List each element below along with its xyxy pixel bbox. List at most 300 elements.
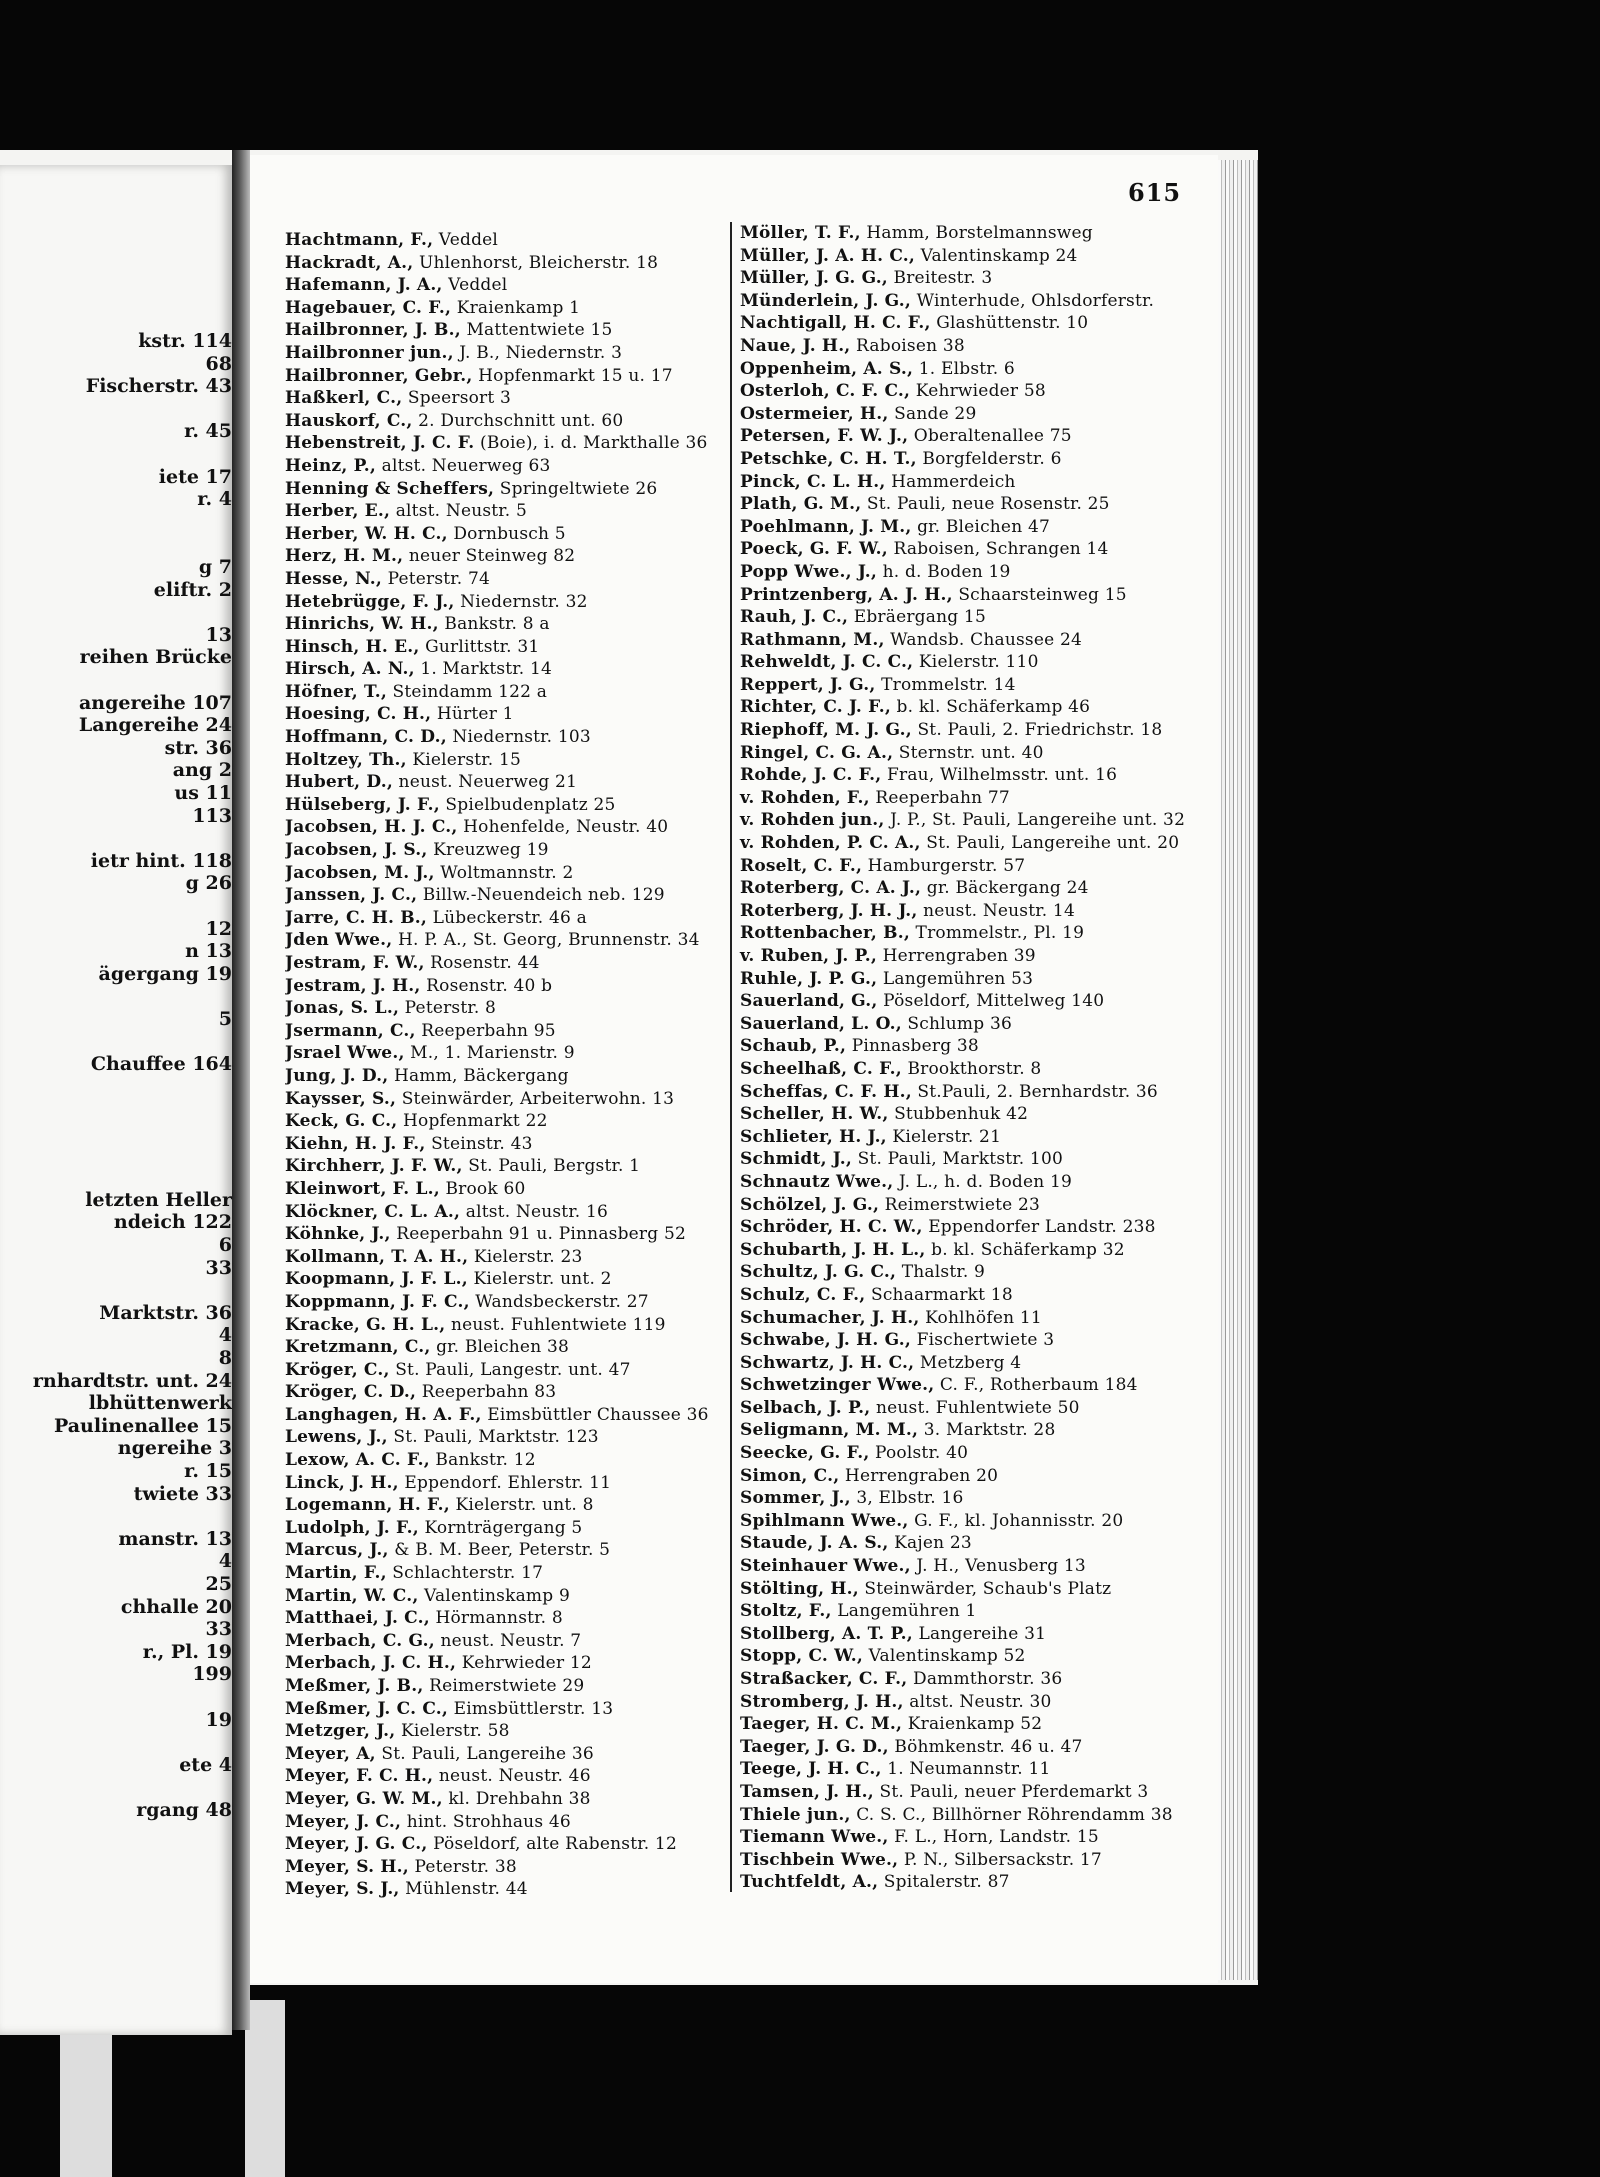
- left-page-line: 4: [218, 1324, 232, 1347]
- entry-name: Rathmann, M.,: [740, 629, 885, 650]
- entry-name: Herber, E.,: [285, 501, 391, 522]
- directory-entry: [285, 862, 735, 885]
- directory-entry: [285, 839, 735, 862]
- entry-name: Martin, F.,: [285, 1563, 387, 1584]
- directory-entry: [285, 1765, 735, 1788]
- entry-address: altst. Neustr. 5: [390, 501, 527, 522]
- entry-address: Borgfelderstr. 6: [916, 448, 1062, 469]
- entry-name: Kollmann, T. A. H.,: [285, 1246, 469, 1267]
- entry-address: Rosenstr. 40 b: [420, 975, 553, 996]
- film-strip-mark-2: [245, 2000, 285, 2177]
- left-page-line: 25: [205, 1573, 232, 1595]
- entry-name: Kiehn, H. J. F.,: [285, 1133, 426, 1154]
- entry-address: 3. Marktstr. 28: [918, 1420, 1056, 1441]
- directory-entry: [736, 1307, 1206, 1330]
- entry-address: Schlump 36: [901, 1013, 1012, 1034]
- entry-name: Hackradt, A.,: [285, 252, 414, 273]
- directory-entry: [285, 997, 735, 1020]
- left-page-line: str. 36: [164, 736, 232, 759]
- entry-name: Scheffas, C. F. H.,: [740, 1081, 912, 1102]
- entry-name: Meßmer, J. B.,: [285, 1676, 424, 1696]
- directory-entry: [285, 1878, 735, 1901]
- entry-address: C. F., Rotherbaum 184: [934, 1375, 1138, 1396]
- left-page-line: Marktstr. 36: [99, 1301, 232, 1324]
- entry-name: Rauh, J. C.,: [740, 607, 849, 628]
- entry-name: Schölzel, J. G.,: [740, 1194, 880, 1215]
- entry-name: Ostermeier, H.,: [740, 403, 889, 424]
- entry-address: St. Pauli, neuer Pferdemarkt 3: [873, 1781, 1149, 1802]
- entry-name: Herber, W. H. C.,: [285, 523, 448, 544]
- entry-address: Reeperbahn 95: [415, 1020, 556, 1041]
- entry-address: Schaarsteinweg 15: [952, 584, 1127, 605]
- left-page-line: ete 4: [179, 1753, 232, 1776]
- entry-name: Hagebauer, C. F.,: [285, 297, 452, 318]
- left-page-line: ngereihe 3: [117, 1437, 232, 1460]
- entry-address: Hamm, Borstelmannsweg: [860, 223, 1093, 243]
- directory-entry: [285, 681, 735, 704]
- directory-entry: [285, 816, 735, 839]
- entry-name: Haßkerl, C.,: [285, 388, 403, 409]
- entry-name: Hoesing, C. H.,: [285, 704, 432, 725]
- entry-address: Schaarmarkt 18: [865, 1284, 1013, 1305]
- entry-name: Scheelhaß, C. F.,: [740, 1058, 902, 1079]
- entry-address: Metzberg 4: [914, 1352, 1022, 1373]
- entry-name: Tischbein Wwe.,: [740, 1849, 899, 1870]
- entry-name: v. Rohden, F.,: [740, 787, 870, 808]
- left-page-line: letzten Heller: [85, 1188, 232, 1211]
- entry-address: Mattentwiete 15: [460, 320, 613, 341]
- left-page-line: twiete 33: [133, 1482, 232, 1505]
- directory-entry: [736, 1284, 1206, 1307]
- entry-address: Dornbusch 5: [447, 523, 566, 544]
- entry-name: Schnautz Wwe.,: [740, 1171, 894, 1192]
- directory-entry: [285, 1833, 735, 1856]
- entry-address: neust. Neustr. 46: [433, 1766, 591, 1787]
- left-page-line: Fischerstr. 43: [85, 375, 232, 398]
- entry-address: J. L., h. d. Boden 19: [893, 1171, 1073, 1192]
- entry-address: Kraienkamp 1: [451, 297, 581, 318]
- entry-name: Kröger, C. D.,: [285, 1382, 417, 1403]
- left-page-line: ietr hint. 118: [90, 849, 232, 872]
- directory-entry: [285, 229, 735, 252]
- directory-entry: [285, 975, 735, 998]
- left-page-line: Paulinenallee 15: [53, 1414, 232, 1437]
- entry-name: Oppenheim, A. S.,: [740, 358, 914, 379]
- entry-name: Poeck, G. F. W.,: [740, 539, 888, 560]
- entry-address: Hörmannstr. 8: [429, 1608, 563, 1629]
- entry-address: St. Pauli, Langereihe 36: [375, 1743, 594, 1764]
- entry-name: Marcus, J.,: [285, 1540, 389, 1561]
- entry-name: Koppmann, J. F. C.,: [285, 1291, 470, 1312]
- directory-entry: [736, 584, 1206, 607]
- directory-entry: [285, 1652, 735, 1675]
- directory-entry: [285, 1404, 735, 1427]
- directory-entry: [736, 1081, 1206, 1104]
- entry-name: Schwabe, J. H. G.,: [740, 1330, 911, 1351]
- entry-address: Dammthorstr. 36: [907, 1669, 1063, 1689]
- entry-address: Hürter 1: [431, 704, 514, 725]
- entry-address: Raboisen 38: [850, 335, 965, 356]
- entry-address: Poolstr. 40: [869, 1443, 969, 1464]
- entry-name: Henning & Scheffers,: [285, 478, 495, 499]
- entry-name: Schumacher, J. H.,: [740, 1307, 920, 1328]
- directory-entry: [736, 358, 1206, 381]
- entry-address: Sande 29: [888, 403, 977, 424]
- entry-address: Kohlhöfen 11: [919, 1307, 1042, 1328]
- entry-address: b. kl. Schäferkamp 32: [925, 1239, 1125, 1260]
- entry-name: Hoffmann, C. D.,: [285, 727, 447, 748]
- left-page-line: 33: [205, 1256, 232, 1279]
- directory-entry: [285, 1065, 735, 1088]
- entry-address: Kielerstr. unt. 8: [449, 1495, 594, 1516]
- entry-address: Uhlenhorst, Bleicherstr. 18: [413, 252, 659, 273]
- entry-address: Hamm, Bäckergang: [388, 1065, 569, 1086]
- left-page-line: Langereihe 24: [78, 714, 232, 737]
- entry-address: gr. Bleichen 47: [911, 516, 1050, 537]
- directory-entry: [285, 1359, 735, 1382]
- directory-entry: [736, 629, 1206, 652]
- entry-name: Kirchherr, J. F. W.,: [285, 1156, 463, 1177]
- directory-entry: [285, 1856, 735, 1879]
- directory-entry: [736, 1397, 1206, 1420]
- directory-entry: [736, 1261, 1206, 1284]
- directory-entry: [285, 1788, 735, 1811]
- entry-name: Schubarth, J. H. L.,: [740, 1239, 926, 1260]
- directory-entry: [736, 1013, 1206, 1036]
- entry-address: kl. Drehbahn 38: [442, 1788, 591, 1809]
- directory-entry: [285, 1201, 735, 1224]
- directory-entry: [285, 455, 735, 478]
- entry-name: Jarre, C. H. B.,: [285, 907, 427, 928]
- entry-address: St. Pauli, Langestr. unt. 47: [389, 1359, 631, 1380]
- entry-name: Logemann, H. F.,: [285, 1495, 450, 1516]
- directory-entry: [285, 1155, 735, 1178]
- directory-entry: [736, 1216, 1206, 1239]
- entry-name: Kleinwort, F. L.,: [285, 1178, 440, 1199]
- entry-name: Scheller, H. W.,: [740, 1104, 889, 1125]
- entry-name: Schlieter, H. J.,: [740, 1126, 887, 1147]
- directory-entry: [736, 900, 1206, 923]
- directory-entry: [285, 1110, 735, 1133]
- directory-entry: [736, 922, 1206, 945]
- entry-address: Veddel: [433, 230, 499, 250]
- entry-address: altst. Neuerweg 63: [376, 455, 551, 476]
- directory-entry: [285, 794, 735, 817]
- black-border-right: [1258, 0, 1600, 2177]
- entry-address: 1. Marktstr. 14: [414, 659, 553, 680]
- entry-name: Taeger, H. C. M.,: [740, 1714, 903, 1735]
- left-page-line: angereihe 107: [79, 691, 232, 714]
- directory-entry: [285, 319, 735, 342]
- directory-entry: [736, 1578, 1206, 1601]
- directory-entry: [736, 267, 1206, 290]
- entry-name: Lewens, J.,: [285, 1427, 388, 1448]
- entry-address: Kehrwieder 12: [456, 1653, 592, 1674]
- directory-entry: [736, 1532, 1206, 1555]
- directory-entry: [736, 1713, 1206, 1736]
- entry-address: Peterstr. 74: [381, 568, 490, 589]
- entry-address: F. L., Horn, Landstr. 15: [888, 1827, 1099, 1848]
- directory-entry: [736, 968, 1206, 991]
- entry-address: Brook 60: [439, 1178, 526, 1199]
- directory-entry: [285, 1314, 735, 1337]
- entry-name: Seligmann, M. M.,: [740, 1420, 919, 1441]
- directory-entry: [736, 1058, 1206, 1081]
- directory-entry: [285, 1494, 735, 1517]
- entry-name: Ringel, C. G. A.,: [740, 742, 894, 763]
- directory-entry: [285, 432, 735, 455]
- entry-name: Tuchtfeldt, A.,: [740, 1872, 879, 1893]
- page-number: 615: [1128, 178, 1182, 207]
- directory-entry: [736, 538, 1206, 561]
- left-page-line: us 11: [174, 782, 232, 804]
- directory-entry: [736, 1352, 1206, 1375]
- entry-name: Roterberg, C. A. J.,: [740, 878, 922, 899]
- entry-address: Gurlittstr. 31: [419, 636, 540, 657]
- entry-name: Jung, J. D.,: [285, 1065, 389, 1086]
- directory-entry: [736, 1035, 1206, 1058]
- directory-entry: [736, 1736, 1206, 1759]
- directory-entry: [285, 1743, 735, 1766]
- entry-address: J. P., St. Pauli, Langereihe unt. 32: [884, 810, 1186, 831]
- entry-address: Hamburgerstr. 57: [862, 855, 1026, 876]
- entry-name: Schmidt, J.,: [740, 1149, 852, 1170]
- directory-entry: [285, 1246, 735, 1269]
- directory-entry: [736, 516, 1206, 539]
- entry-name: Linck, J. H.,: [285, 1472, 399, 1493]
- entry-name: Simon, C.,: [740, 1465, 840, 1486]
- directory-entry: [285, 952, 735, 975]
- directory-entry: [736, 1555, 1206, 1578]
- entry-address: H. P. A., St. Georg, Brunnenstr. 34: [392, 930, 700, 951]
- entry-address: neust. Fuhlentwiete 119: [445, 1314, 666, 1335]
- left-page-line: iete 17: [158, 465, 232, 488]
- directory-entry: [285, 1585, 735, 1608]
- left-page-line: Chauffee 164: [90, 1053, 232, 1076]
- entry-name: Teege, J. H. C.,: [740, 1759, 882, 1780]
- directory-entry: [736, 1194, 1206, 1217]
- entry-address: Eimsbüttler Chaussee 36: [481, 1404, 709, 1425]
- entry-address: Peterstr. 8: [399, 998, 497, 1019]
- entry-name: Hinsch, H. E.,: [285, 636, 420, 657]
- entry-name: Meyer, S. J.,: [285, 1879, 400, 1900]
- entry-address: Valentinskamp 9: [418, 1585, 570, 1606]
- entry-address: Steindamm 122 a: [386, 681, 548, 702]
- directory-entry: [736, 1645, 1206, 1668]
- entry-address: Reimerstwiete 23: [879, 1194, 1041, 1215]
- directory-entry: [285, 726, 735, 749]
- left-page-line: g 26: [185, 872, 232, 895]
- entry-address: Steinwärder, Arbeiterwohn. 13: [396, 1088, 675, 1109]
- directory-entry: [736, 1691, 1206, 1714]
- directory-entry: [736, 1465, 1206, 1488]
- entry-name: Richter, C. J. F.,: [740, 697, 891, 718]
- left-page-line: 4: [218, 1550, 232, 1573]
- entry-name: Jacobsen, M. J.,: [285, 862, 435, 883]
- entry-address: Pöseldorf, alte Rabenstr. 12: [427, 1834, 677, 1855]
- entry-name: Popp Wwe., J.,: [740, 561, 878, 582]
- directory-entry: [285, 387, 735, 410]
- entry-name: Selbach, J. P.,: [740, 1397, 871, 1418]
- entry-address: Stubbenhuk 42: [888, 1104, 1029, 1125]
- entry-name: Roselt, C. F.,: [740, 855, 863, 876]
- entry-address: Kajen 23: [888, 1533, 972, 1554]
- entry-address: Hammerdeich: [885, 471, 1016, 492]
- directory-entry: [736, 425, 1206, 448]
- directory-entry: [285, 929, 735, 952]
- directory-entry: [736, 1804, 1206, 1827]
- entry-name: Müller, J. A. H. C.,: [740, 245, 916, 266]
- entry-address: Glashüttenstr. 10: [930, 313, 1089, 334]
- directory-entry: [285, 568, 735, 591]
- directory-entry: [736, 719, 1206, 742]
- entry-address: b. kl. Schäferkamp 46: [890, 697, 1091, 718]
- entry-address: Brookthorstr. 8: [901, 1058, 1042, 1079]
- entry-name: Nachtigall, H. C. F.,: [740, 313, 931, 334]
- left-page-line: 19: [205, 1708, 232, 1731]
- left-page-line: 33: [205, 1618, 232, 1641]
- directory-entry: [285, 478, 735, 501]
- directory-entry: [736, 403, 1206, 426]
- entry-name: Müller, J. G. G.,: [740, 268, 888, 289]
- left-page-line: r. 15: [184, 1460, 232, 1482]
- directory-entry: [285, 1720, 735, 1743]
- entry-name: Münderlein, J. G.,: [740, 290, 912, 311]
- directory-entry: [736, 1126, 1206, 1149]
- directory-entry: [285, 545, 735, 568]
- directory-entry: [285, 365, 735, 388]
- entry-address: Sternstr. unt. 40: [893, 742, 1044, 763]
- entry-address: St. Pauli, Marktstr. 123: [387, 1427, 599, 1448]
- entry-name: Hailbronner, Gebr.,: [285, 365, 473, 386]
- entry-name: Petersen, F. W. J.,: [740, 426, 909, 447]
- directory-entry: [285, 1811, 735, 1834]
- directory-entry: [285, 1675, 735, 1698]
- entry-address: Springeltwiete 26: [494, 478, 658, 499]
- directory-entry: [285, 500, 735, 523]
- entry-address: Fischertwiete 3: [911, 1330, 1055, 1351]
- entry-address: neust. Fuhlentwiete 50: [870, 1397, 1080, 1418]
- entry-address: St. Pauli, Bergstr. 1: [462, 1156, 641, 1177]
- entry-name: Meyer, J. C.,: [285, 1811, 402, 1832]
- entry-name: Herz, H. M.,: [285, 546, 404, 567]
- left-page-line: 68: [205, 352, 232, 375]
- entry-address: Winterhude, Ohlsdorferstr.: [911, 290, 1155, 311]
- entry-name: v. Rohden jun.,: [740, 810, 885, 831]
- directory-entry: [736, 1419, 1206, 1442]
- entry-name: Hebenstreit, J. C. F.: [285, 433, 475, 454]
- entry-address: altst. Neustr. 16: [460, 1201, 609, 1222]
- entry-name: Naue, J. H.,: [740, 335, 851, 356]
- directory-entry: [285, 907, 735, 930]
- entry-address: Kraienkamp 52: [902, 1714, 1043, 1735]
- entry-name: Hülseberg, J. F.,: [285, 794, 440, 815]
- directory-entry: [736, 809, 1206, 832]
- directory-entry: [736, 787, 1206, 810]
- directory-entry: [736, 1239, 1206, 1262]
- entry-address: Hopfenmarkt 15 u. 17: [472, 365, 673, 386]
- entry-name: Roterberg, J. H. J.,: [740, 900, 918, 921]
- directory-entry: [736, 1487, 1206, 1510]
- entry-name: Heinz, P.,: [285, 455, 376, 476]
- directory-entry: [736, 1148, 1206, 1171]
- entry-address: Langemühren 1: [831, 1601, 977, 1622]
- entry-name: Schwartz, J. H. C.,: [740, 1352, 915, 1373]
- directory-entry: [285, 1088, 735, 1111]
- entry-name: Kracke, G. H. L.,: [285, 1314, 446, 1335]
- entry-address: G. F., kl. Johannisstr. 20: [908, 1510, 1124, 1531]
- directory-entry: [285, 274, 735, 297]
- directory-entry: [736, 1668, 1206, 1691]
- directory-entry: [285, 749, 735, 772]
- entry-name: Jestram, J. H.,: [285, 975, 421, 996]
- directory-entry: [285, 771, 735, 794]
- entry-name: Tamsen, J. H.,: [740, 1781, 874, 1802]
- directory-entry: [736, 1171, 1206, 1194]
- entry-address: P. N., Silbersackstr. 17: [898, 1849, 1102, 1870]
- entry-address: St. Pauli, Marktstr. 100: [851, 1149, 1063, 1170]
- entry-name: Poehlmann, J. M.,: [740, 516, 912, 537]
- entry-name: Jsermann, C.,: [285, 1020, 416, 1041]
- directory-entry: [736, 742, 1206, 765]
- entry-name: Möller, T. F.,: [740, 223, 861, 243]
- entry-name: Ludolph, J. F.,: [285, 1517, 419, 1538]
- entry-name: Meyer, G. W. M.,: [285, 1788, 443, 1809]
- entry-name: Merbach, J. C. H.,: [285, 1653, 457, 1674]
- entry-address: Breitestr. 3: [887, 268, 993, 289]
- entry-name: Hirsch, A. N.,: [285, 659, 415, 680]
- entry-name: Keck, G. C.,: [285, 1111, 398, 1132]
- entry-address: (Boie), i. d. Markthalle 36: [474, 433, 708, 454]
- entry-address: Herrengraben 20: [839, 1465, 999, 1486]
- directory-entry: [736, 855, 1206, 878]
- entry-address: Reimerstwiete 29: [423, 1676, 585, 1696]
- entry-address: Schlachterstr. 17: [386, 1563, 544, 1584]
- entry-address: Eimsbüttlerstr. 13: [448, 1698, 614, 1719]
- entry-address: Kehrwieder 58: [910, 381, 1046, 402]
- entry-address: Spielbudenplatz 25: [439, 794, 616, 815]
- entry-name: Jacobsen, H. J. C.,: [285, 817, 458, 838]
- directory-entry: [736, 764, 1206, 787]
- entry-name: Hetebrügge, F. J.,: [285, 591, 455, 612]
- directory-entry: [285, 1539, 735, 1562]
- entry-name: Schultz, J. G. C.,: [740, 1262, 897, 1283]
- directory-entry: [285, 1562, 735, 1585]
- directory-entry: [285, 658, 735, 681]
- directory-entry: [736, 651, 1206, 674]
- directory-entry: [285, 1268, 735, 1291]
- entry-name: Rottenbacher, B.,: [740, 923, 910, 944]
- entry-name: Jacobsen, J. S.,: [285, 840, 428, 861]
- entry-address: Hohenfelde, Neustr. 40: [457, 817, 669, 838]
- directory-entry: [285, 1472, 735, 1495]
- entry-address: altst. Neustr. 30: [903, 1691, 1052, 1712]
- entry-address: gr. Bleichen 38: [430, 1337, 569, 1358]
- entry-address: Peterstr. 38: [408, 1856, 517, 1877]
- directory-entry: [285, 523, 735, 546]
- left-page-line: chhalle 20: [120, 1595, 232, 1618]
- entry-address: Lübeckerstr. 46 a: [427, 907, 587, 928]
- directory-entry: [736, 471, 1206, 494]
- directory-entry: [285, 1133, 735, 1156]
- directory-entry: [736, 290, 1206, 313]
- entry-name: Stopp, C. W.,: [740, 1646, 864, 1667]
- left-page-line: ang 2: [172, 759, 232, 782]
- directory-entry: [736, 245, 1206, 268]
- left-page: [0, 165, 232, 2035]
- entry-address: Trommelstr., Pl. 19: [909, 923, 1085, 944]
- entry-name: Meyer, J. G. C.,: [285, 1834, 428, 1855]
